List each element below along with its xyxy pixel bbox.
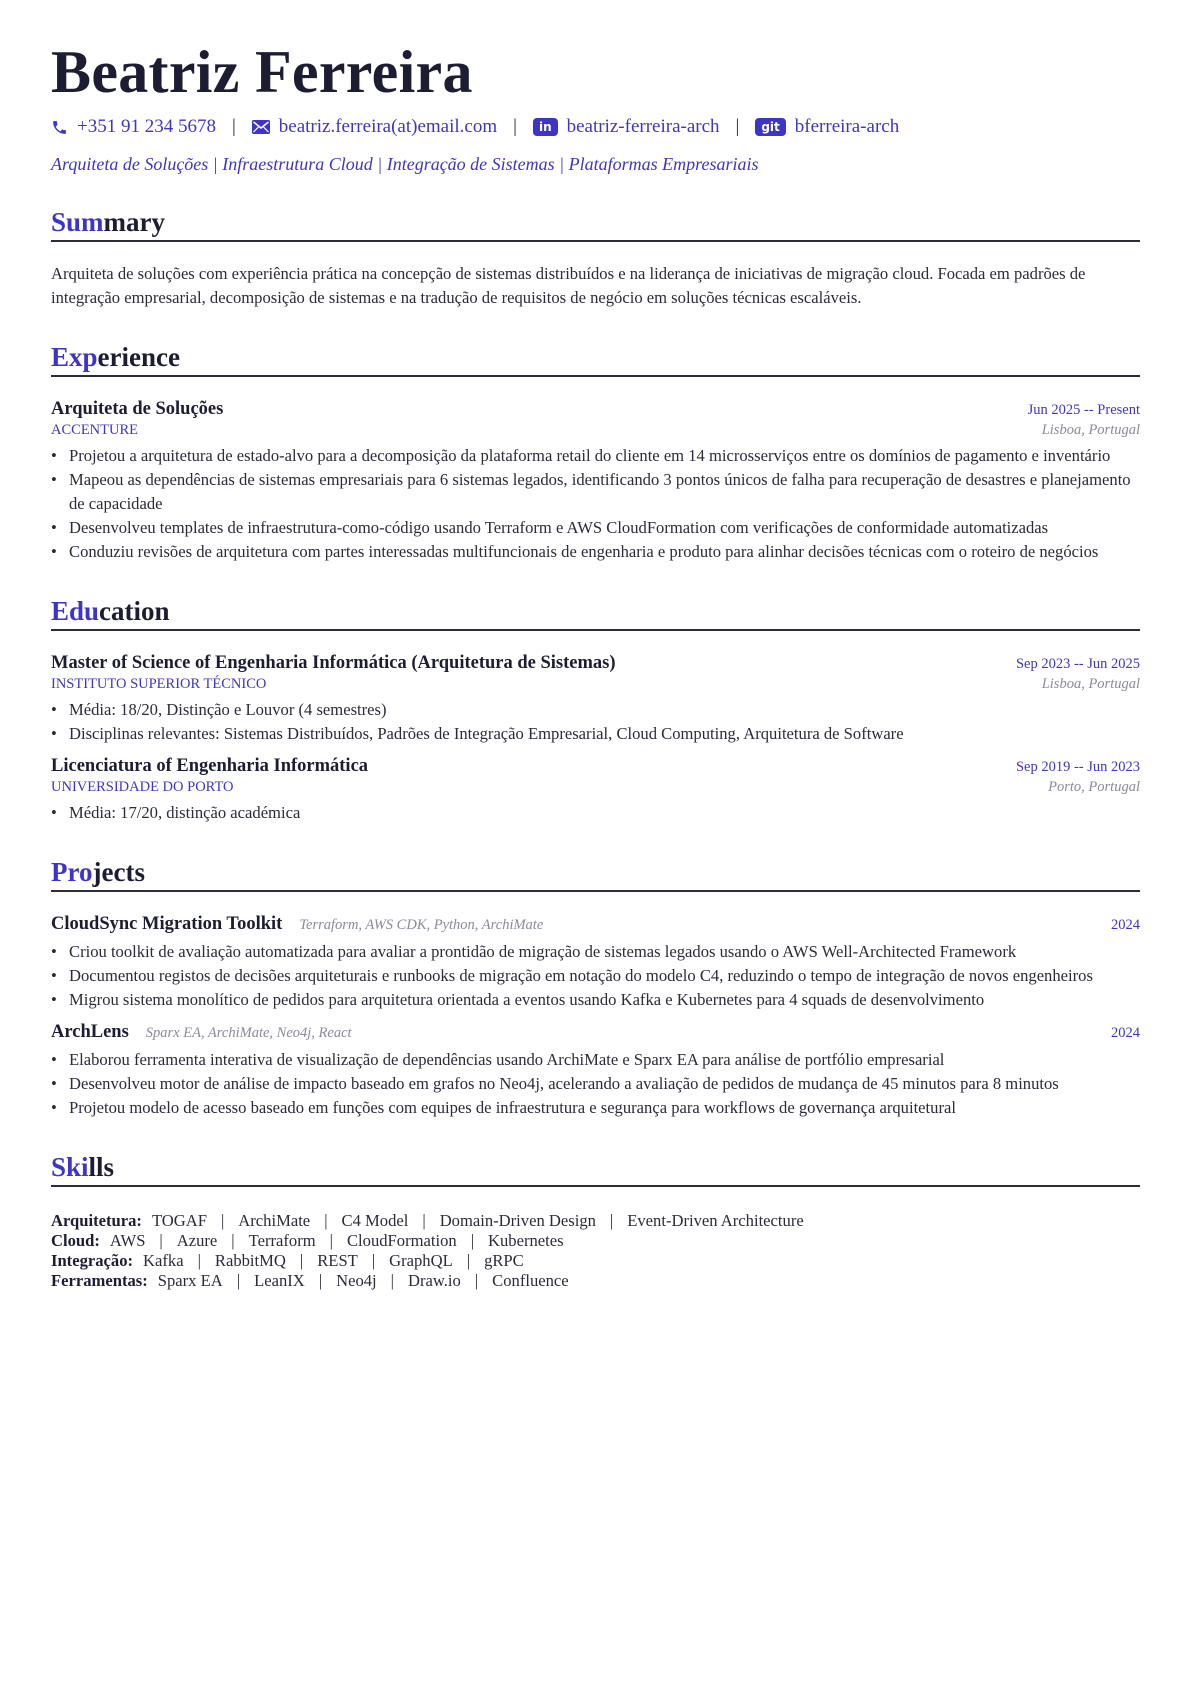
bullet-item: • Mapeou as dependências de sistemas empresariais para 6 sistemas legados, identificando 3 pontos únicos de falha para recuperação de desastres e planejamento de capacidade: [69, 468, 1140, 516]
institution-location: Lisboa, Portugal: [1041, 676, 1140, 692]
project-entry: [51, 914, 1140, 1012]
project-date: 2024: [1111, 1025, 1140, 1041]
skill-category: Integração:: [51, 1251, 134, 1270]
skill-item: REST: [317, 1251, 358, 1270]
skill-item: Sparx EA: [157, 1271, 223, 1290]
skill-item: gRPC: [484, 1251, 524, 1270]
skill-separator: |: [329, 1231, 333, 1250]
experience-entry: [51, 399, 1140, 564]
skill-item: Confluence: [492, 1271, 569, 1290]
skill-separator: |: [159, 1231, 163, 1250]
skill-separator: |: [236, 1271, 241, 1290]
skill-separator: |: [466, 1251, 471, 1270]
section-heading-summary: Summary: [51, 205, 1140, 242]
contact-phone[interactable]: [51, 116, 216, 138]
skill-separator: |: [318, 1271, 323, 1290]
skill-separator: |: [231, 1231, 235, 1250]
education-entry: [51, 653, 1140, 746]
bullet-item: • Desenvolveu motor de análise de impacto baseado em grafos no Neo4j, acelerando a avaliação de pedidos de mudança de 45 minutos para 8 minutos: [69, 1072, 1140, 1096]
contact-github[interactable]: [755, 116, 899, 138]
project-tech: Terraform, AWS CDK, Python, ArchiMate: [299, 917, 544, 933]
git-icon: git: [755, 118, 785, 136]
education-entry: [51, 756, 1140, 825]
skill-separator: |: [299, 1251, 304, 1270]
envelope-icon: [252, 120, 270, 134]
skill-item: ArchiMate: [238, 1211, 311, 1230]
skill-item: CloudFormation: [346, 1231, 457, 1250]
linkedin-icon: in: [533, 118, 558, 136]
headline-tagline: Arquiteta de Soluções | Infraestrutura Cloud | Integração de Sistemas | Plataformas Empresariais: [51, 154, 759, 174]
skill-item: Kubernetes: [488, 1231, 564, 1250]
skill-item: RabbitMQ: [214, 1251, 286, 1270]
skill-row: [51, 1271, 1140, 1291]
project-bullets: [51, 940, 1140, 1012]
skill-item: TOGAF: [151, 1211, 207, 1230]
skill-item: C4 Model: [341, 1211, 409, 1230]
skill-row: [51, 1211, 1140, 1231]
phone-text: +351 91 234 5678: [77, 116, 216, 137]
skill-separator: |: [390, 1271, 394, 1290]
skill-item: Domain-Driven Design: [439, 1211, 596, 1230]
project-title: CloudSync Migration Toolkit Terraform, AWS CDK, Python, ArchiMate: [51, 914, 544, 934]
degree-title: Licenciatura of Engenharia Informática: [51, 756, 369, 776]
project-bullets: [51, 1048, 1140, 1120]
skill-item: Neo4j: [336, 1271, 377, 1290]
skill-separator: |: [609, 1211, 614, 1230]
github-text: bferreira-arch: [794, 116, 900, 137]
degree-bullets: [51, 698, 1140, 746]
skill-separator: |: [220, 1211, 225, 1230]
bullet-item: • Projetou a arquitetura de estado-alvo para a decomposição da plataforma retail do cliente em 14 microsserviços entre os domínios de pagamento e inventário: [69, 444, 1140, 468]
contact-linkedin[interactable]: [533, 116, 720, 138]
degree-bullets: [51, 801, 1140, 825]
skill-row: [51, 1251, 1140, 1271]
bullet-item: • Migrou sistema monolítico de pedidos para arquitetura orientada a eventos usando Kafka e Kubernetes para 4 squads de desenvolvimento: [69, 988, 1140, 1012]
project-tech: Sparx EA, ArchiMate, Neo4j, React: [145, 1025, 352, 1041]
bullet-item: • Criou toolkit de avaliação automatizada para avaliar a prontidão de migração de sistemas legados usando o AWS Well-Architected Framework: [69, 940, 1140, 964]
section-heading-skills: Skills: [51, 1150, 1140, 1187]
institution: UNIVERSIDADE DO PORTO: [51, 779, 234, 795]
skill-separator: |: [324, 1211, 328, 1230]
bullet-item: • Documentou registos de decisões arquiteturais e runbooks de migração em notação do modelo C4, reduzindo o tempo de integração de novos engenheiros: [69, 964, 1140, 988]
institution-location: Porto, Portugal: [1048, 779, 1140, 795]
contact-separator: |: [735, 116, 740, 137]
degree-date: Sep 2019 -- Jun 2023: [1015, 759, 1140, 775]
contact-line: [51, 116, 1140, 138]
section-heading-experience: Experience: [51, 340, 1140, 377]
bullet-item: • Média: 18/20, Distinção e Louvor (4 semestres): [69, 698, 1140, 722]
job-location: Lisboa, Portugal: [1041, 422, 1140, 438]
skill-category: Cloud:: [51, 1231, 100, 1250]
phone-icon: [51, 119, 68, 136]
skills-list: [51, 1211, 1140, 1291]
job-date: Jun 2025 -- Present: [1027, 402, 1140, 418]
bullet-item: • Conduziu revisões de arquitetura com partes interessadas multifuncionais de engenharia e produto para alinhar decisões técnicas com o roteiro de negócios: [69, 540, 1140, 564]
bullet-item: • Projetou modelo de acesso baseado em funções com equipes de infraestrutura e segurança para workflows de governança arquitetural: [69, 1096, 1140, 1120]
summary-text: Arquiteta de soluções com experiência prática na concepção de sistemas distribuídos e na liderança de iniciativas de migração cloud. Focada em padrões de integração empresarial, decomposição de sistemas e na tradução de requisitos de negócio em soluções técnicas escaláveis.: [51, 264, 1086, 307]
skill-category: Ferramentas:: [51, 1271, 148, 1290]
job-title: Arquiteta de Soluções: [51, 399, 224, 419]
skill-item: AWS: [109, 1231, 146, 1250]
skill-item: Terraform: [248, 1231, 316, 1250]
skill-item: Draw.io: [407, 1271, 461, 1290]
skill-item: GraphQL: [389, 1251, 453, 1270]
linkedin-text: beatriz-ferreira-arch: [566, 116, 720, 137]
last-name: Ferreira: [254, 39, 473, 105]
job-bullets: [51, 444, 1140, 564]
bullet-item: • Disciplinas relevantes: Sistemas Distribuídos, Padrões de Integração Empresarial, Cloud Computing, Arquitetura de Software: [69, 722, 1140, 746]
skill-category: Arquitetura:: [51, 1211, 142, 1230]
section-heading-projects: Projects: [51, 855, 1140, 892]
first-name: Beatriz: [51, 39, 240, 105]
skill-item: Event-Driven Architecture: [627, 1211, 804, 1230]
skill-item: Azure: [176, 1231, 218, 1250]
degree-title: Master of Science of Engenharia Informática (Arquitetura de Sistemas): [51, 653, 616, 673]
section-heading-education: Education: [51, 594, 1140, 631]
contact-separator: |: [513, 116, 517, 137]
contact-email[interactable]: [252, 116, 497, 138]
skill-separator: |: [371, 1251, 376, 1270]
skill-item: Kafka: [143, 1251, 184, 1270]
skill-separator: |: [197, 1251, 201, 1270]
institution: INSTITUTO SUPERIOR TÉCNICO: [51, 676, 267, 692]
skill-row: [51, 1231, 1140, 1251]
employer: ACCENTURE: [51, 422, 138, 438]
bullet-item: • Elaborou ferramenta interativa de visualização de dependências usando ArchiMate e Sparx EA para análise de portfólio empresarial: [69, 1048, 1140, 1072]
skill-separator: |: [422, 1211, 426, 1230]
skill-item: LeanIX: [254, 1271, 305, 1290]
project-date: 2024: [1111, 917, 1140, 933]
project-entry: [51, 1022, 1140, 1120]
bullet-item: • Desenvolveu templates de infraestrutura-como-código usando Terraform e AWS CloudFormation com verificações de conformidade automatizadas: [69, 516, 1140, 540]
skill-separator: |: [470, 1231, 475, 1250]
contact-separator: |: [231, 116, 236, 137]
degree-date: Sep 2023 -- Jun 2025: [1015, 656, 1140, 672]
email-text: beatriz.ferreira(at)email.com: [278, 116, 498, 137]
bullet-item: • Média: 17/20, distinção académica: [69, 801, 1140, 825]
project-title: ArchLens Sparx EA, ArchiMate, Neo4j, React: [51, 1022, 352, 1042]
skill-separator: |: [474, 1271, 479, 1290]
candidate-name: [51, 36, 1140, 108]
